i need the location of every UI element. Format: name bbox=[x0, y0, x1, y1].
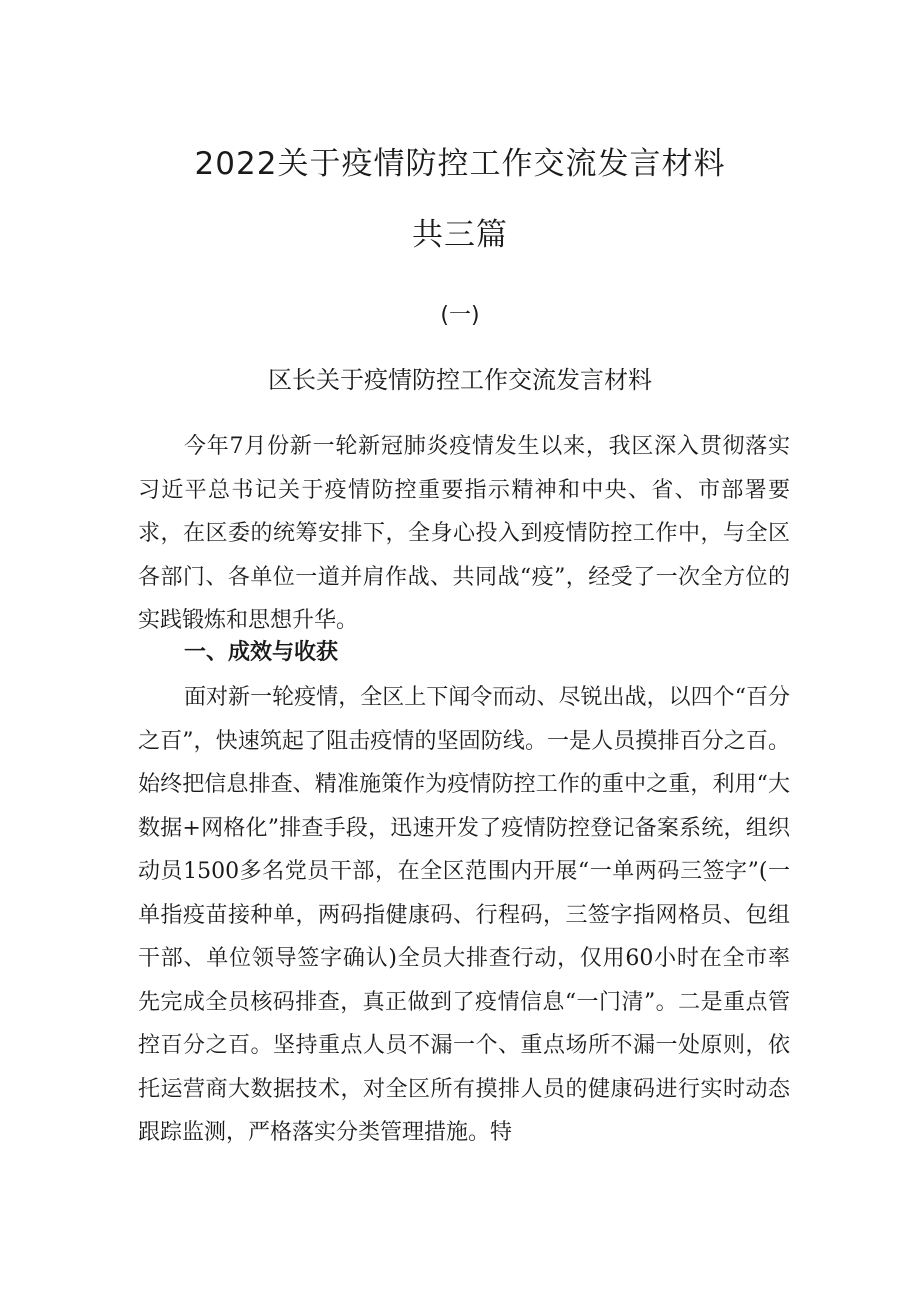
part-number: (一) bbox=[440, 303, 480, 328]
paragraph-intro: 今年7月份新一轮新冠肺炎疫情发生以来，我区深入贯彻落实习近平总书记关于疫情防控重要指示精神和中央、省、市部署要求，在区委的统筹安排下，全身心投入到疫情防控工作中，与全区各部门、各单位一道并肩作战、共同战“疫”，经受了一次全方位的实践锻炼和思想升华。 bbox=[138, 434, 790, 633]
paragraph-body: 面对新一轮疫情，全区上下闻令而动、尽锐出战，以四个“百分之百”，快速筑起了阻击疫情的坚固防线。一是人员摸排百分之百。始终把信息排查、精准施策作为疫情防控工作的重中之重，利用“大数据+网格化”排查手段，迅速开发了疫情防控登记备案系统，组织动员1500多名党员干部，在全区范围内开展“一单两码三签字”(一单指疫苗接种单，两码指健康码、行程码，三签字指网格员、包组干部、单位领导签字确认)全员大排查行动，仅用60小时在全市率先完成全员核码排查，真正做到了疫情信息“一门清”。二是重点管控百分之百。坚持重点人员不漏一个、重点场所不漏一处原则，依托运营商大数据技术，对全区所有摸排人员的健康码进行实时动态跟踪监测，严格落实分类管理措施。特 bbox=[138, 685, 790, 1145]
section-subtitle: 区长关于疫情防控工作交流发言材料 bbox=[268, 366, 652, 394]
document-title-line2: 共三篇 bbox=[412, 217, 508, 253]
section-heading: 一、成效与收获 bbox=[184, 640, 339, 665]
document-title: 2022关于疫情防控工作交流发言材料 bbox=[194, 146, 726, 182]
